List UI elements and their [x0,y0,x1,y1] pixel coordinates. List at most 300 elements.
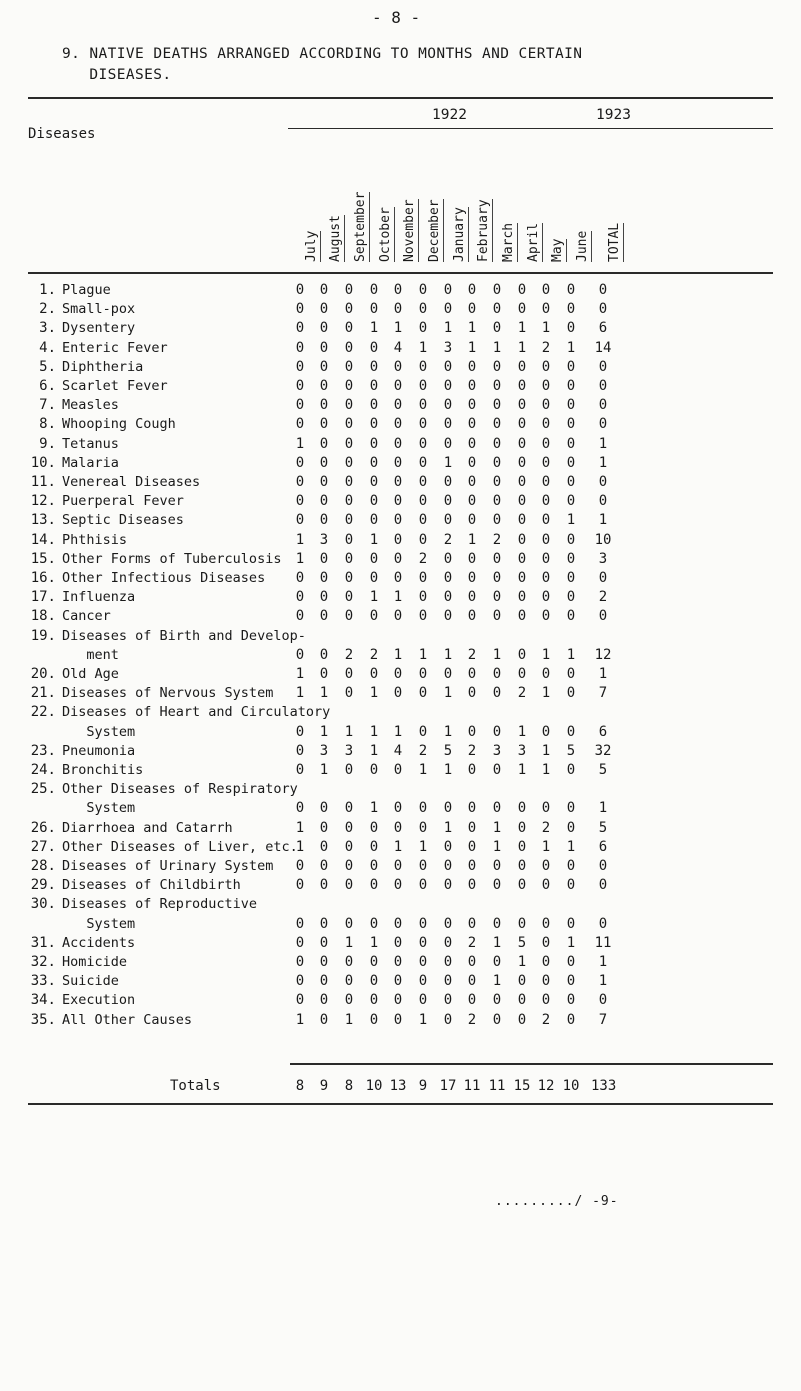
cell-february: 0 [467,512,477,529]
disease-name: Suicide [62,973,119,990]
disease-name: Diseases of Childbirth [62,877,241,894]
cell-september: 1 [344,1011,354,1028]
cell-april: 0 [517,819,527,836]
row-number: 9. [39,435,56,452]
cell-january: 0 [443,493,453,510]
cell-september: 0 [344,666,354,682]
cell-total: 7 [598,685,608,702]
cell-june: 1 [566,838,576,855]
cell-october: 0 [369,762,379,778]
cell-july: 0 [295,282,305,298]
cell-june: 0 [566,954,576,970]
cell-december: 0 [418,378,428,394]
cell-may: 0 [541,301,551,318]
cell-may: 1 [541,646,551,663]
year-1923: 1923 [596,107,631,123]
cell-july: 0 [295,934,305,951]
row-number: 29. [30,877,56,894]
cell-november: 1 [393,646,403,663]
cell-total: 6 [598,838,608,855]
cell-january: 0 [443,838,453,855]
cell-february: 0 [467,397,477,414]
cell-april: 0 [517,416,527,433]
cell-may: 0 [541,416,551,433]
cell-march: 0 [492,358,502,375]
cell-september: 3 [344,742,354,759]
disease-name: Phthisis [62,531,128,548]
cell-may: 0 [541,934,551,951]
disease-name: Venereal Diseases [62,474,201,490]
cell-september: 0 [344,282,354,298]
cell-december: 0 [418,915,428,932]
cell-november: 1 [393,838,403,855]
cell-november: 4 [393,742,403,759]
cell-october: 0 [369,435,379,452]
cell-total: 0 [598,378,608,394]
cell-april: 1 [517,339,527,356]
cell-december: 0 [418,320,428,337]
cell-december: 0 [418,493,428,510]
cell-april: 0 [517,474,527,490]
cell-april: 0 [517,608,527,625]
cell-september: 0 [344,378,354,394]
cell-july: 0 [295,512,305,529]
cell-may: 0 [541,474,551,490]
cell-june: 0 [566,454,576,471]
cell-may: 0 [541,915,551,932]
column-header-august: August [328,215,343,262]
cell-december: 1 [418,1011,428,1028]
cell-march: 0 [492,762,502,778]
row-number: 2. [39,301,56,318]
cell-december: 0 [418,512,428,529]
cell-december: 2 [418,550,428,567]
cell-may: 0 [541,378,551,394]
cell-total: 1 [598,512,608,529]
continuation-footer: ........./ -9- [495,1194,619,1209]
cell-total: 1 [598,435,608,452]
cell-november: 0 [393,493,403,510]
cell-may: 2 [541,1011,551,1028]
cell-april: 1 [517,320,527,337]
disease-name: Malaria [62,454,119,471]
document-heading [62,44,582,86]
cell-october: 0 [369,454,379,471]
bottom-rule [28,1103,773,1105]
disease-name: Tetanus [62,435,119,452]
cell-december: 0 [418,570,428,586]
cell-november: 0 [393,512,403,529]
year-rule [288,128,773,129]
cell-july: 0 [295,589,305,606]
cell-september: 0 [344,493,354,510]
cell-november: 0 [393,666,403,682]
cell-october: 1 [369,320,379,337]
cell-june: 0 [566,762,576,778]
cell-february: 0 [467,819,477,836]
row-number: 35. [30,1011,56,1028]
disease-name: Diarrhoea and Catarrh [62,819,233,836]
cell-march: 0 [492,992,502,1009]
cell-may: 1 [541,838,551,855]
cell-february: 2 [467,934,477,951]
cell-may: 0 [541,992,551,1009]
cell-total: 10 [594,531,612,548]
cell-june: 0 [566,435,576,452]
cell-november: 0 [393,762,403,778]
cell-august: 0 [319,397,329,414]
column-header-june: June [575,230,590,262]
cell-april: 0 [517,435,527,452]
cell-august: 0 [319,819,329,836]
row-number: 33. [30,973,56,990]
cell-june: 0 [566,550,576,567]
disease-name: Enteric Fever [62,339,168,356]
cell-may: 0 [541,570,551,586]
column-header-march: March [501,222,516,262]
cell-january: 0 [443,282,453,298]
cell-november: 0 [393,282,403,298]
row-number: 34. [30,992,56,1009]
row-number: 17. [30,589,56,606]
cell-may: 0 [541,608,551,625]
cell-january: 1 [443,646,453,663]
cell-july: 1 [295,819,305,836]
cell-total: 0 [598,858,608,874]
cell-may: 0 [541,493,551,510]
total-july: 8 [295,1078,305,1094]
cell-december: 0 [418,608,428,625]
cell-february: 0 [467,454,477,471]
cell-march: 0 [492,723,502,740]
cell-august: 0 [319,282,329,298]
cell-total: 0 [598,358,608,375]
row-number: 30. [30,896,56,913]
cell-march: 1 [492,838,502,855]
cell-total: 5 [598,762,608,778]
cell-december: 1 [418,646,428,663]
cell-november: 0 [393,550,403,567]
cell-december: 0 [418,685,428,702]
row-number: 23. [30,742,56,759]
column-header-december: December [427,199,442,262]
cell-may: 0 [541,531,551,548]
cell-january: 0 [443,474,453,490]
cell-december: 0 [418,934,428,951]
cell-september: 1 [344,723,354,740]
cell-july: 0 [295,858,305,874]
cell-july: 0 [295,973,305,990]
cell-january: 0 [443,800,453,817]
heading-title-line-2: DISEASES. [89,67,172,83]
column-header-may: May [550,238,565,262]
cell-march: 2 [492,531,502,548]
cell-april: 0 [517,550,527,567]
cell-april: 0 [517,800,527,817]
cell-march: 0 [492,301,502,318]
cell-august: 0 [319,454,329,471]
cell-march: 0 [492,474,502,490]
cell-march: 0 [492,493,502,510]
cell-january: 0 [443,608,453,625]
cell-november: 0 [393,800,403,817]
cell-february: 2 [467,742,477,759]
cell-april: 0 [517,282,527,298]
cell-may: 1 [541,685,551,702]
cell-january: 1 [443,819,453,836]
cell-december: 0 [418,992,428,1009]
cell-june: 0 [566,474,576,490]
cell-december: 1 [418,838,428,855]
cell-january: 0 [443,397,453,414]
cell-november: 0 [393,474,403,490]
cell-january: 5 [443,742,453,759]
cell-march: 0 [492,685,502,702]
cell-april: 0 [517,531,527,548]
row-number: 4. [39,339,56,356]
cell-may: 0 [541,454,551,471]
cell-june: 0 [566,973,576,990]
cell-total: 1 [598,666,608,682]
cell-march: 1 [492,934,502,951]
disease-name: Whooping Cough [62,416,176,433]
cell-july: 0 [295,378,305,394]
row-number: 15. [30,550,56,567]
cell-april: 0 [517,992,527,1009]
cell-february: 0 [467,838,477,855]
cell-february: 0 [467,570,477,586]
cell-total: 6 [598,320,608,337]
disease-name: Plague [62,282,111,298]
cell-march: 0 [492,858,502,874]
cell-april: 0 [517,493,527,510]
cell-february: 0 [467,877,477,894]
cell-november: 0 [393,378,403,394]
cell-august: 0 [319,512,329,529]
cell-july: 0 [295,992,305,1009]
cell-november: 0 [393,954,403,970]
cell-april: 0 [517,838,527,855]
disease-name: Diseases of Nervous System [62,685,274,702]
cell-november: 0 [393,915,403,932]
cell-january: 0 [443,301,453,318]
cell-august: 0 [319,416,329,433]
cell-february: 0 [467,435,477,452]
cell-february: 1 [467,531,477,548]
cell-october: 0 [369,550,379,567]
cell-december: 0 [418,723,428,740]
cell-september: 0 [344,550,354,567]
cell-total: 32 [594,742,612,759]
cell-august: 0 [319,992,329,1009]
cell-april: 1 [517,762,527,778]
cell-november: 4 [393,339,403,356]
disease-name: Puerperal Fever [62,493,184,510]
cell-may: 0 [541,589,551,606]
cell-june: 0 [566,320,576,337]
cell-april: 0 [517,877,527,894]
column-header-april: April [526,222,541,262]
disease-name: Diseases of Reproductive [62,896,258,913]
cell-october: 0 [369,339,379,356]
cell-december: 1 [418,762,428,778]
cell-december: 0 [418,531,428,548]
cell-february: 1 [467,320,477,337]
cell-may: 0 [541,954,551,970]
cell-november: 0 [393,1011,403,1028]
cell-august: 0 [319,378,329,394]
cell-march: 0 [492,454,502,471]
cell-february: 0 [467,800,477,817]
cell-january: 0 [443,954,453,970]
cell-february: 0 [467,973,477,990]
cell-july: 1 [295,550,305,567]
top-rule [28,97,773,99]
cell-august: 0 [319,358,329,375]
cell-november: 0 [393,858,403,874]
cell-may: 0 [541,973,551,990]
cell-december: 0 [418,877,428,894]
cell-september: 0 [344,301,354,318]
total-total: 133 [591,1078,617,1094]
cell-may: 0 [541,800,551,817]
cell-april: 0 [517,378,527,394]
cell-november: 0 [393,934,403,951]
cell-october: 2 [369,646,379,663]
cell-september: 0 [344,589,354,606]
cell-september: 0 [344,992,354,1009]
cell-february: 1 [467,339,477,356]
cell-november: 0 [393,358,403,375]
cell-july: 1 [295,1011,305,1028]
row-number: 31. [30,934,56,951]
total-april: 15 [513,1078,531,1094]
disease-name-continuation: System [62,800,136,817]
cell-november: 1 [393,723,403,740]
disease-name-continuation: System [62,723,136,740]
cell-november: 0 [393,454,403,471]
cell-november: 0 [393,531,403,548]
cell-june: 0 [566,666,576,682]
cell-april: 0 [517,666,527,682]
disease-name: Diseases of Birth and Develop- [62,627,306,644]
cell-march: 1 [492,973,502,990]
row-number: 6. [39,378,56,394]
cell-june: 0 [566,570,576,586]
cell-june: 0 [566,992,576,1009]
cell-april: 0 [517,301,527,318]
cell-september: 0 [344,877,354,894]
cell-january: 1 [443,762,453,778]
cell-february: 0 [467,550,477,567]
cell-total: 1 [598,954,608,970]
cell-september: 0 [344,474,354,490]
cell-january: 0 [443,877,453,894]
cell-march: 0 [492,282,502,298]
cell-august: 0 [319,589,329,606]
cell-june: 1 [566,512,576,529]
cell-september: 1 [344,934,354,951]
column-header-total: TOTAL [607,222,622,262]
cell-april: 0 [517,397,527,414]
disease-name: Scarlet Fever [62,378,168,394]
cell-march: 1 [492,646,502,663]
cell-october: 0 [369,838,379,855]
cell-november: 0 [393,570,403,586]
cell-october: 0 [369,992,379,1009]
cell-february: 0 [467,915,477,932]
cell-february: 0 [467,301,477,318]
total-january: 17 [439,1078,457,1094]
cell-february: 0 [467,358,477,375]
cell-september: 0 [344,800,354,817]
cell-march: 0 [492,378,502,394]
cell-february: 0 [467,762,477,778]
cell-august: 0 [319,550,329,567]
cell-september: 0 [344,570,354,586]
cell-december: 0 [418,435,428,452]
cell-march: 0 [492,570,502,586]
cell-january: 0 [443,973,453,990]
cell-september: 0 [344,915,354,932]
cell-june: 0 [566,608,576,625]
column-header-november: November [402,199,417,262]
cell-march: 0 [492,512,502,529]
cell-august: 1 [319,723,329,740]
cell-october: 0 [369,474,379,490]
cell-march: 0 [492,608,502,625]
cell-march: 0 [492,435,502,452]
cell-november: 1 [393,589,403,606]
cell-november: 0 [393,397,403,414]
cell-total: 0 [598,416,608,433]
cell-august: 0 [319,570,329,586]
disease-name: Old Age [62,666,119,682]
cell-july: 0 [295,646,305,663]
cell-april: 0 [517,858,527,874]
cell-january: 0 [443,570,453,586]
cell-june: 0 [566,416,576,433]
cell-december: 0 [418,397,428,414]
cell-january: 0 [443,550,453,567]
cell-may: 0 [541,550,551,567]
disease-name: Accidents [62,934,136,951]
disease-name: All Other Causes [62,1011,193,1028]
cell-total: 0 [598,877,608,894]
cell-march: 1 [492,819,502,836]
cell-june: 0 [566,301,576,318]
cell-august: 1 [319,762,329,778]
disease-name: Bronchitis [62,762,144,778]
column-header-january: January [452,207,467,262]
cell-january: 1 [443,685,453,702]
cell-february: 0 [467,474,477,490]
cell-october: 1 [369,531,379,548]
year-1922: 1922 [432,107,467,123]
cell-september: 0 [344,339,354,356]
cell-october: 0 [369,819,379,836]
cell-september: 0 [344,416,354,433]
cell-october: 1 [369,723,379,740]
row-number: 13. [30,512,56,529]
cell-july: 1 [295,838,305,855]
cell-january: 0 [443,358,453,375]
cell-december: 2 [418,742,428,759]
cell-january: 1 [443,320,453,337]
cell-total: 6 [598,723,608,740]
disease-name-continuation: System [62,915,136,932]
heading-line-1 [62,44,582,65]
